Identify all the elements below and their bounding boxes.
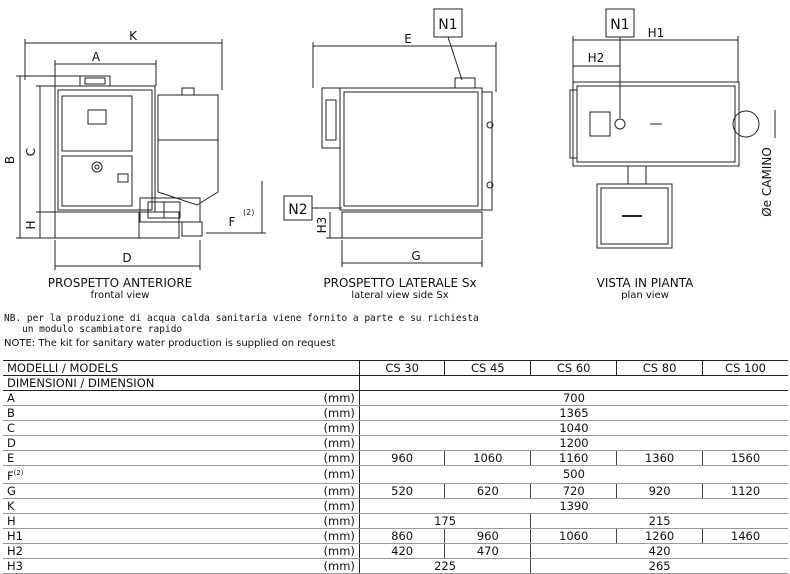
model-column-header: CS 45 bbox=[445, 361, 531, 376]
note-it-line2: un modulo scambiatore rapido bbox=[22, 324, 183, 335]
row-label: D bbox=[3, 436, 311, 451]
table-row bbox=[3, 421, 788, 436]
row-unit: (mm) bbox=[311, 528, 359, 543]
dim-label-d: D bbox=[122, 251, 132, 265]
table-cell: 420 bbox=[531, 543, 788, 558]
row-unit: (mm) bbox=[311, 406, 359, 421]
table-cell: 1060 bbox=[531, 528, 617, 543]
table-cell: 860 bbox=[359, 528, 444, 543]
dimension-header-label: DIMENSIONI / DIMENSION bbox=[3, 376, 359, 391]
row-label: G bbox=[3, 483, 311, 498]
dimension-header-filler bbox=[359, 376, 788, 391]
table-cell: 920 bbox=[617, 483, 703, 498]
row-label: C bbox=[3, 421, 311, 436]
table-cell: 1560 bbox=[703, 451, 788, 466]
dimensions-table bbox=[3, 360, 788, 574]
models-header-label: MODELLI / MODELS bbox=[3, 361, 359, 376]
dim-label-f: F bbox=[228, 215, 236, 229]
row-label-note: (2) bbox=[13, 469, 24, 477]
marker-n2-side: N2 bbox=[288, 202, 308, 218]
table-row bbox=[3, 466, 788, 484]
row-unit: (mm) bbox=[311, 466, 359, 484]
front-view-title: PROSPETTO ANTERIORE bbox=[47, 276, 193, 290]
table-header-row bbox=[3, 361, 788, 376]
table-cell: 265 bbox=[531, 558, 788, 573]
table-row bbox=[3, 391, 788, 406]
table-cell: 960 bbox=[359, 451, 444, 466]
table-cell: 700 bbox=[359, 391, 788, 406]
table-cell: 1260 bbox=[617, 528, 703, 543]
model-column-header: CS 100 bbox=[703, 361, 788, 376]
table-cell: 960 bbox=[445, 528, 531, 543]
table-row bbox=[3, 543, 788, 558]
table-row bbox=[3, 513, 788, 528]
row-label: H3 bbox=[3, 558, 311, 573]
row-label: K bbox=[3, 498, 311, 513]
note-it-line1: NB. per la produzione di acqua calda sanitaria viene fornito a parte e su richiesta bbox=[4, 313, 479, 324]
row-label: E bbox=[3, 451, 311, 466]
dim-label-h3: H3 bbox=[315, 216, 329, 234]
table-cell: 225 bbox=[359, 558, 530, 573]
plan-view-title: VISTA IN PIANTA bbox=[596, 276, 694, 290]
dimension-header-row bbox=[3, 376, 788, 391]
table-cell: 470 bbox=[445, 543, 531, 558]
dim-label-e: E bbox=[404, 32, 412, 46]
marker-n1-side: N1 bbox=[438, 17, 458, 33]
dim-label-h2: H2 bbox=[587, 51, 605, 65]
row-unit: (mm) bbox=[311, 391, 359, 406]
table-row bbox=[3, 558, 788, 573]
model-column-header: CS 60 bbox=[531, 361, 617, 376]
table-row bbox=[3, 436, 788, 451]
table-cell: 175 bbox=[359, 513, 530, 528]
model-column-header: CS 80 bbox=[617, 361, 703, 376]
dim-label-c: C bbox=[24, 147, 38, 157]
table-cell: 215 bbox=[531, 513, 788, 528]
row-unit: (mm) bbox=[311, 543, 359, 558]
side-view-title: PROSPETTO LATERALE Sx bbox=[323, 276, 477, 290]
table-cell: 1360 bbox=[617, 451, 703, 466]
table-cell: 420 bbox=[359, 543, 444, 558]
row-unit: (mm) bbox=[311, 558, 359, 573]
table-row bbox=[3, 528, 788, 543]
table-cell: 1460 bbox=[703, 528, 788, 543]
dim-label-h: H bbox=[24, 220, 38, 230]
row-unit: (mm) bbox=[311, 436, 359, 451]
table-cell: 1160 bbox=[531, 451, 617, 466]
table-cell: 520 bbox=[359, 483, 444, 498]
table-cell: 1200 bbox=[359, 436, 788, 451]
dim-label-a: A bbox=[91, 50, 101, 64]
row-unit: (mm) bbox=[311, 498, 359, 513]
row-label: H1 bbox=[3, 528, 311, 543]
notes bbox=[4, 313, 479, 349]
table-cell: 1060 bbox=[445, 451, 531, 466]
row-unit: (mm) bbox=[311, 513, 359, 528]
table-cell: 1120 bbox=[703, 483, 788, 498]
row-unit: (mm) bbox=[311, 421, 359, 436]
note-en: NOTE: The kit for sanitary water production is supplied on request bbox=[4, 338, 336, 349]
plan-view-subtitle: plan view bbox=[621, 290, 669, 301]
row-label: H2 bbox=[3, 543, 311, 558]
dim-label-b: B bbox=[3, 155, 17, 165]
table-cell: 1365 bbox=[359, 406, 788, 421]
row-unit: (mm) bbox=[311, 451, 359, 466]
plan-view bbox=[570, 9, 775, 248]
dim-label-h1: H1 bbox=[647, 26, 665, 40]
front-view bbox=[16, 39, 266, 270]
table-cell: 620 bbox=[445, 483, 531, 498]
table-cell: 500 bbox=[359, 466, 788, 484]
dim-label-f-note: (2) bbox=[243, 208, 255, 217]
dim-label-g: G bbox=[411, 249, 421, 263]
row-unit: (mm) bbox=[311, 483, 359, 498]
marker-n1-plan: N1 bbox=[610, 17, 630, 33]
table-row bbox=[3, 498, 788, 513]
model-column-header: CS 30 bbox=[359, 361, 444, 376]
front-view-subtitle: frontal view bbox=[90, 290, 150, 301]
table-cell: 1040 bbox=[359, 421, 788, 436]
row-label: H bbox=[3, 513, 311, 528]
dim-label-chimney: Øe CAMINO bbox=[760, 147, 774, 217]
table-row bbox=[3, 406, 788, 421]
table-row bbox=[3, 451, 788, 466]
row-label: B bbox=[3, 406, 311, 421]
dim-label-k: K bbox=[129, 29, 137, 43]
row-label: $F^{(2)}$ bbox=[3, 466, 311, 484]
table-row bbox=[3, 483, 788, 498]
side-view-subtitle: lateral view side Sx bbox=[351, 290, 449, 301]
row-label: A bbox=[3, 391, 311, 406]
table-cell: 720 bbox=[531, 483, 617, 498]
table-cell: 1390 bbox=[359, 498, 788, 513]
